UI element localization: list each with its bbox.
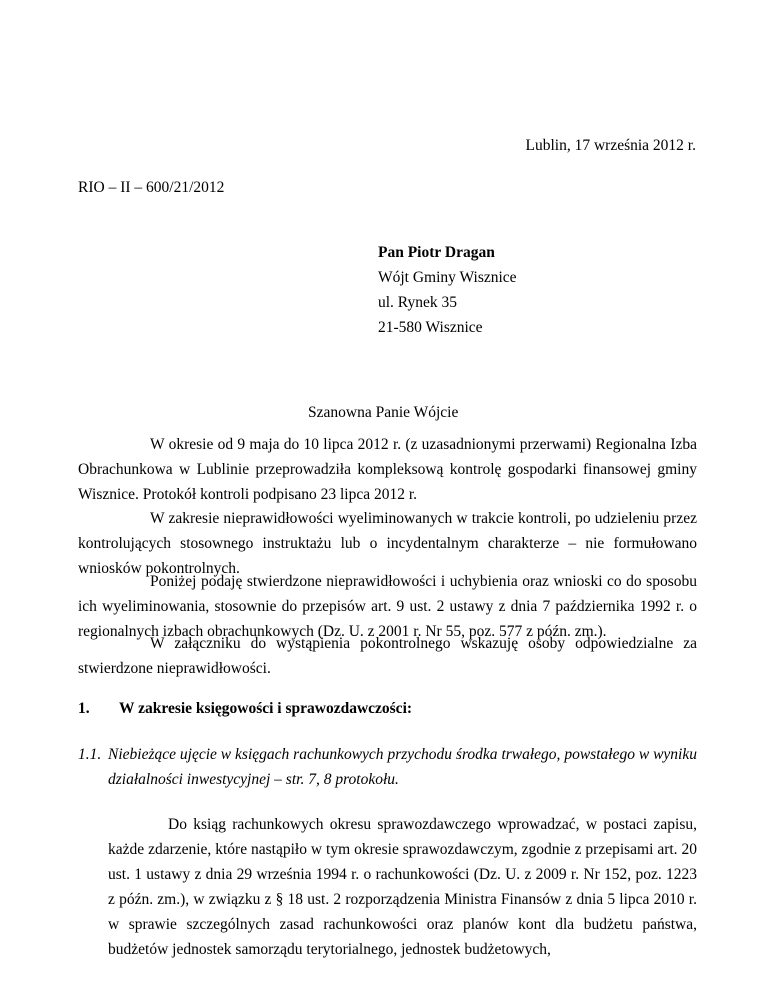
subsection-title: Niebieżące ujęcie w księgach rachunkowych przychodu środka trwałego, powstałego w wyniku działalności inwestycyjnej – str. 7, 8 protokołu. xyxy=(108,746,697,788)
recipient-name: Pan Piotr Dragan xyxy=(378,244,495,261)
paragraph-2: W zakresie nieprawidłowości wyeliminowanych w trakcie kontroli, po udzieleniu przez kontrolujących stosownego instruktażu lub o incydentalnym charakterze – nie formułowano wniosków pokontrolnych. xyxy=(78,510,697,577)
recipient-title: Wójt Gminy Wisznice xyxy=(378,269,517,286)
salutation: Szanowna Panie Wójcie xyxy=(308,404,459,421)
subsection-number: 1.1. xyxy=(78,746,102,763)
section-number: 1. xyxy=(78,700,90,717)
recipient-city: 21-580 Wisznice xyxy=(378,319,483,336)
body-paragraph: Do ksiąg rachunkowych okresu sprawozdawczego wprowadzać, w postaci zapisu, każde zdarzenie, które nastąpiło w tym okresie sprawozdawczym, zgodnie z przepisami art. 20 ust. 1 ustawy z dnia 29 września 1994 r. o rachunkowości (Dz. U. z 2009 r. Nr 152, poz. 1223 z późn. zm.), w związku z § 18 ust. 2 rozporządzenia Ministra Finansów z dnia 5 lipca 2010 r. w sprawie szczególnych zasad rachunkowości oraz planów kont dla budżetu państwa, budżetów jednostek samorządu terytorialnego, jednostek budżetowych, xyxy=(108,816,697,958)
paragraph-4: W załączniku do wystąpienia pokontrolnego wskazuję osoby odpowiedzialne za stwierdzone nieprawidłowości. xyxy=(78,635,697,677)
paragraph-3: Poniżej podaję stwierdzone nieprawidłowości i uchybienia oraz wnioski co do sposobu ich wyeliminowania, stosownie do przepisów art. 9 ust. 2 ustawy z dnia 7 października 1992 r. o regionalnych izbach obrachunkowych (Dz. U. z 2001 r. Nr 55, poz. 577 z późn. zm.). xyxy=(78,573,697,640)
recipient-street: ul. Rynek 35 xyxy=(378,294,458,311)
place-date: Lublin, 17 września 2012 r. xyxy=(525,137,696,154)
section-title: W zakresie księgowości i sprawozdawczości: xyxy=(119,700,413,717)
paragraph-1: W okresie od 9 maja do 10 lipca 2012 r. (z uzasadnionymi przerwami) Regionalna Izba Obrachunkowa w Lublinie przeprowadziła kompleksową kontrolę gospodarki finansowej gminy Wisznice. Protokół kontroli podpisano 23 lipca 2012 r. xyxy=(78,436,697,503)
reference-number: RIO – II – 600/21/2012 xyxy=(78,179,225,196)
recipient-block xyxy=(378,240,517,340)
